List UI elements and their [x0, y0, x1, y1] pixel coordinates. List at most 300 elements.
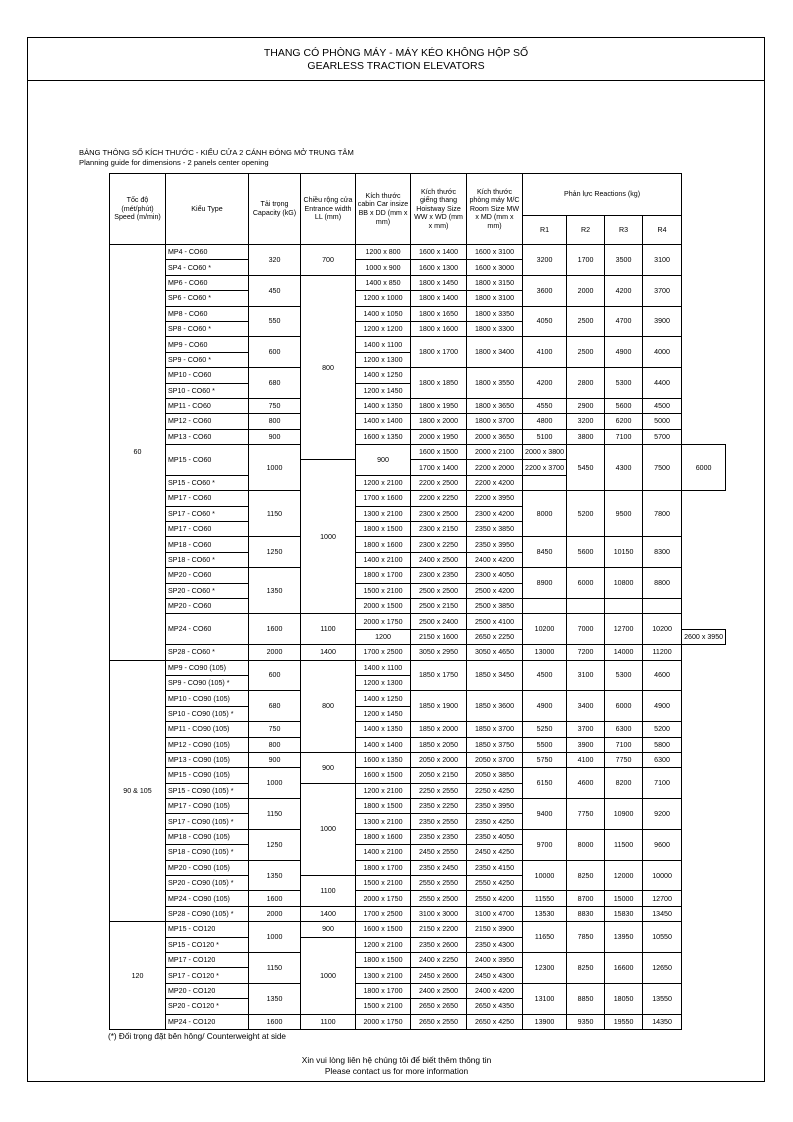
- car-size-cell: 2000 x 1500: [356, 598, 411, 613]
- machine-room-size-cell: 1800 x 3550: [467, 368, 523, 399]
- model-cell: SP18 - CO90 (105) *: [166, 845, 249, 860]
- table-row: [110, 306, 726, 321]
- reaction-r2-cell: 3100: [567, 660, 605, 691]
- model-cell: MP6 - CO60: [166, 275, 249, 290]
- hoistway-size-cell: 2350 x 2550: [411, 814, 467, 829]
- entrance-width-cell: 1000: [301, 460, 356, 614]
- hoistway-size-cell: 2300 x 2250: [411, 537, 467, 552]
- car-size-cell: 1400 x 2100: [356, 552, 411, 567]
- capacity-cell: 1350: [249, 860, 301, 891]
- table-row: [110, 568, 726, 583]
- table-row: [110, 429, 726, 444]
- model-cell: SP10 - CO60 *: [166, 383, 249, 398]
- reaction-r2-cell: 7200: [567, 645, 605, 660]
- reaction-r2-cell: 8830: [567, 906, 605, 921]
- car-size-cell: 1200 x 1300: [356, 352, 411, 367]
- car-size-cell: 1800 x 1500: [356, 522, 411, 537]
- reaction-r3-cell: 19550: [605, 1014, 643, 1029]
- reaction-r4-cell: 5000: [643, 414, 682, 429]
- reaction-r3-cell: 7500: [643, 445, 682, 491]
- reaction-r4-cell: 6300: [643, 752, 682, 767]
- model-cell: MP9 - CO60: [166, 337, 249, 352]
- header-r3: R3: [605, 216, 643, 245]
- model-cell: MP18 - CO90 (105): [166, 829, 249, 844]
- model-cell: MP15 - CO90 (105): [166, 768, 249, 783]
- machine-room-size-cell: 2250 x 4250: [467, 783, 523, 798]
- entrance-width-cell: 1400: [301, 906, 356, 921]
- reaction-r2-cell: 2500: [567, 306, 605, 337]
- capacity-cell: 450: [249, 275, 301, 306]
- car-size-cell: 2000 x 1750: [356, 1014, 411, 1029]
- machine-room-size-cell: 2300 x 4200: [467, 506, 523, 521]
- reaction-r4-cell: 3100: [643, 245, 682, 276]
- entrance-width-cell: 1200: [356, 629, 411, 644]
- table-row: [110, 737, 726, 752]
- machine-room-size-cell: 2200 x 4200: [467, 475, 523, 490]
- hoistway-size-cell: 2550 x 2550: [411, 876, 467, 891]
- machine-room-size-cell: 2400 x 4200: [467, 983, 523, 998]
- table-row: [110, 891, 726, 906]
- entrance-width-cell: 1100: [301, 876, 356, 907]
- car-size-cell: 1200 x 2100: [356, 475, 411, 490]
- machine-room-size-cell: 1850 x 3750: [467, 737, 523, 752]
- model-cell: MP15 - CO60: [166, 445, 249, 476]
- reaction-r4-cell: 13550: [643, 983, 682, 1014]
- reaction-r2-cell: 1700: [567, 245, 605, 276]
- machine-room-size-cell: 2350 x 4250: [467, 814, 523, 829]
- header-hoistway-size: Kích thước giếng thang Hoistway Size WW x WD (mm x mm): [411, 174, 467, 245]
- reaction-r4-cell: 7800: [643, 491, 682, 537]
- entrance-width-cell: 900: [301, 922, 356, 937]
- machine-room-size-cell: 2200 x 3950: [467, 491, 523, 506]
- reaction-r2-cell: 4300: [605, 445, 643, 491]
- reaction-r2-cell: 8250: [567, 952, 605, 983]
- reaction-r3-cell: 16600: [605, 952, 643, 983]
- model-cell: MP20 - CO120: [166, 983, 249, 998]
- model-cell: MP15 - CO120: [166, 922, 249, 937]
- reaction-r1-cell: 4800: [523, 414, 567, 429]
- title-vietnamese: THANG CÓ PHÒNG MÁY - MÁY KÉO KHÔNG HỘP SỐ: [263, 47, 529, 59]
- reaction-r4-cell: 5700: [643, 429, 682, 444]
- model-cell: SP17 - CO90 (105) *: [166, 814, 249, 829]
- car-size-cell: 1400 x 1100: [356, 337, 411, 352]
- model-cell: MP11 - CO90 (105): [166, 722, 249, 737]
- machine-room-size-cell: 2050 x 3850: [467, 768, 523, 783]
- car-size-cell: 1600 x 1500: [356, 768, 411, 783]
- table-row: [110, 245, 726, 260]
- car-size-cell: 1800 x 1500: [356, 952, 411, 967]
- machine-room-size-cell: 2500 x 4200: [467, 583, 523, 598]
- car-size-cell: 1500 x 2100: [356, 876, 411, 891]
- car-size-cell: 2150 x 1600: [411, 629, 467, 644]
- reaction-r2-cell: 4600: [567, 768, 605, 799]
- reaction-r2-cell: 3200: [567, 414, 605, 429]
- reaction-r2-cell: 5600: [567, 537, 605, 568]
- hoistway-size-cell: 3050 x 2950: [411, 645, 467, 660]
- reaction-r4-cell: 10000: [643, 860, 682, 891]
- machine-room-size-cell: 2200 x 3700: [523, 460, 567, 475]
- car-size-cell: 1400 x 1100: [356, 660, 411, 675]
- entrance-width-cell: 1000: [301, 783, 356, 875]
- reaction-r4-cell: 3700: [643, 275, 682, 306]
- reaction-r1-cell: 13000: [523, 645, 567, 660]
- entrance-width-cell: 900: [356, 445, 411, 476]
- header-machine-room-size: Kích thước phòng máy M/C Room Size MW x MD (mm x mm): [467, 174, 523, 245]
- table-row: [110, 660, 726, 675]
- reaction-r3-cell: 4700: [605, 306, 643, 337]
- hoistway-size-cell: 3100 x 3000: [411, 906, 467, 921]
- model-cell: SP9 - CO60 *: [166, 352, 249, 367]
- car-size-cell: 1000 x 900: [356, 260, 411, 275]
- reaction-r3-cell: 13950: [605, 922, 643, 953]
- speed-cell: 90 & 105: [110, 660, 166, 922]
- caption-english: Planning guide for dimensions - 2 panels center opening: [79, 157, 269, 167]
- reaction-r3-cell: 8200: [605, 768, 643, 799]
- machine-room-size-cell: 1850 x 3600: [467, 691, 523, 722]
- machine-room-size-cell: 2350 x 4150: [467, 860, 523, 875]
- car-size-cell: 1300 x 2100: [356, 968, 411, 983]
- header-r4: R4: [643, 216, 682, 245]
- hoistway-size-cell: 1800 x 1700: [411, 337, 467, 368]
- car-size-cell: 2000 x 1750: [356, 614, 411, 629]
- table-row: [110, 983, 726, 998]
- reaction-r4-cell: [643, 598, 682, 613]
- car-size-cell: 1500 x 2100: [356, 583, 411, 598]
- model-cell: SP18 - CO60 *: [166, 552, 249, 567]
- reaction-r3-cell: 3500: [605, 245, 643, 276]
- car-size-cell: 1400 x 850: [356, 275, 411, 290]
- reaction-r1-cell: 9700: [523, 829, 567, 860]
- hoistway-size-cell: 2400 x 2500: [411, 552, 467, 567]
- reaction-r1-cell: 3600: [523, 275, 567, 306]
- hoistway-size-cell: 2200 x 2250: [411, 491, 467, 506]
- reaction-r4-cell: 4600: [643, 660, 682, 691]
- reaction-r2-cell: 2900: [567, 398, 605, 413]
- capacity-cell: 2000: [249, 906, 301, 921]
- reaction-r3-cell: 18050: [605, 983, 643, 1014]
- car-size-cell: 1600 x 1500: [356, 922, 411, 937]
- reaction-r1-cell: 8000: [523, 491, 567, 537]
- caption-vietnamese: BẢNG THÔNG SỐ KÍCH THƯỚC - KIỂU CỬA 2 CÁNH ĐÓNG MỞ TRUNG TÂM: [79, 148, 354, 157]
- model-cell: MP10 - CO60: [166, 368, 249, 383]
- machine-room-size-cell: 1600 x 3000: [467, 260, 523, 275]
- reaction-r4-cell: 10550: [643, 922, 682, 953]
- car-size-cell: 1800 x 1700: [356, 860, 411, 875]
- reaction-r4-cell: 9600: [643, 829, 682, 860]
- footer-vietnamese: Xin vui lòng liên hệ chúng tôi để biết thêm thông tin: [301, 1055, 492, 1065]
- capacity-cell: 1600: [249, 891, 301, 906]
- model-cell: SP8 - CO60 *: [166, 321, 249, 336]
- reaction-r1-cell: 4050: [523, 306, 567, 337]
- reaction-r3-cell: 5300: [605, 660, 643, 691]
- hoistway-size-cell: 2500 x 2400: [411, 614, 467, 629]
- reaction-r2-cell: 8700: [567, 891, 605, 906]
- hoistway-size-cell: 2000 x 2100: [467, 445, 523, 460]
- machine-room-size-cell: 2150 x 3900: [467, 922, 523, 937]
- model-cell: SP28 - CO60 *: [166, 645, 249, 660]
- car-size-cell: 1300 x 2100: [356, 506, 411, 521]
- reaction-r1-cell: 4200: [523, 368, 567, 399]
- reaction-r1-cell: 11550: [523, 891, 567, 906]
- entrance-width-cell: 1400: [301, 645, 356, 660]
- reaction-r4-cell: 6000: [682, 445, 726, 491]
- model-cell: MP20 - CO90 (105): [166, 860, 249, 875]
- machine-room-size-cell: 1800 x 3350: [467, 306, 523, 321]
- reaction-r1-cell: 5450: [567, 445, 605, 491]
- machine-room-size-cell: 1850 x 3450: [467, 660, 523, 691]
- hoistway-size-cell: 2650 x 2550: [411, 1014, 467, 1029]
- header-entrance-width: Chiều rộng cửa Entrance width LL (mm): [301, 174, 356, 245]
- reaction-r3-cell: 6200: [605, 414, 643, 429]
- hoistway-size-cell: 1800 x 1400: [411, 291, 467, 306]
- hoistway-size-cell: 1850 x 1750: [411, 660, 467, 691]
- capacity-cell: 750: [249, 722, 301, 737]
- model-cell: SP20 - CO60 *: [166, 583, 249, 598]
- model-cell: MP13 - CO60: [166, 429, 249, 444]
- reaction-r1-cell: 5750: [523, 752, 567, 767]
- reaction-r4-cell: 8800: [643, 568, 682, 599]
- reaction-r4-cell: 4400: [643, 368, 682, 399]
- entrance-width-cell: 800: [301, 660, 356, 752]
- hoistway-size-cell: 2250 x 2550: [411, 783, 467, 798]
- model-cell: MP17 - CO60: [166, 491, 249, 506]
- table-row: [110, 491, 726, 506]
- capacity-cell: 600: [249, 337, 301, 368]
- hoistway-size-cell: 1800 x 1450: [411, 275, 467, 290]
- reaction-r3-cell: 9500: [605, 491, 643, 537]
- reaction-r1-cell: 5250: [523, 722, 567, 737]
- table-row: [110, 275, 726, 290]
- model-cell: MP20 - CO60: [166, 568, 249, 583]
- table-row: [110, 752, 726, 767]
- machine-room-size-cell: 1800 x 3400: [467, 337, 523, 368]
- model-cell: MP17 - CO60: [166, 522, 249, 537]
- car-size-cell: 1200 x 1300: [356, 675, 411, 690]
- reaction-r4-cell: 4500: [643, 398, 682, 413]
- hoistway-size-cell: 1600 x 1400: [411, 245, 467, 260]
- reaction-r3-cell: 14000: [605, 645, 643, 660]
- reaction-r1-cell: 10000: [523, 860, 567, 891]
- dimension-table: [109, 173, 726, 1030]
- machine-room-size-cell: 1800 x 3300: [467, 321, 523, 336]
- car-size-cell: 1200 x 800: [356, 245, 411, 260]
- hoistway-size-cell: 2300 x 2350: [411, 568, 467, 583]
- table-row: [110, 445, 726, 460]
- page-footer: [0, 1055, 793, 1076]
- entrance-width-cell: 1100: [301, 614, 356, 645]
- model-cell: MP12 - CO90 (105): [166, 737, 249, 752]
- hoistway-size-cell: 2350 x 2250: [411, 799, 467, 814]
- hoistway-size-cell: 2550 x 2500: [411, 891, 467, 906]
- reaction-r4-cell: 4900: [643, 691, 682, 722]
- model-cell: SP28 - CO90 (105) *: [166, 906, 249, 921]
- machine-room-size-cell: 2650 x 4350: [467, 999, 523, 1014]
- model-cell: SP15 - CO120 *: [166, 937, 249, 952]
- reaction-r1-cell: 5100: [523, 429, 567, 444]
- hoistway-size-cell: 2200 x 2500: [411, 475, 467, 490]
- reaction-r3-cell: 5300: [605, 368, 643, 399]
- model-cell: SP20 - CO90 (105) *: [166, 876, 249, 891]
- capacity-cell: 900: [249, 429, 301, 444]
- reaction-r2-cell: 4100: [567, 752, 605, 767]
- machine-room-size-cell: 2500 x 4100: [467, 614, 523, 629]
- capacity-cell: 800: [249, 737, 301, 752]
- machine-room-size-cell: 2600 x 3950: [682, 629, 726, 644]
- car-size-cell: 1200 x 1450: [356, 706, 411, 721]
- machine-room-size-cell: 2500 x 3850: [467, 598, 523, 613]
- reaction-r1-cell: 4100: [523, 337, 567, 368]
- reaction-r3-cell: 4900: [605, 337, 643, 368]
- model-cell: SP4 - CO60 *: [166, 260, 249, 275]
- capacity-cell: 1000: [249, 445, 301, 491]
- model-cell: SP10 - CO90 (105) *: [166, 706, 249, 721]
- hoistway-size-cell: 2500 x 2150: [411, 598, 467, 613]
- table-row: [110, 537, 726, 552]
- machine-room-size-cell: 1800 x 3650: [467, 398, 523, 413]
- machine-room-size-cell: 2550 x 4250: [467, 876, 523, 891]
- capacity-cell: 600: [249, 660, 301, 691]
- model-cell: MP24 - CO90 (105): [166, 891, 249, 906]
- reaction-r2-cell: 8000: [567, 829, 605, 860]
- car-size-cell: 1600 x 1350: [356, 429, 411, 444]
- header-capacity: Tải trọng Capacity (kG): [249, 174, 301, 245]
- capacity-cell: 750: [249, 398, 301, 413]
- header-type: Kiểu Type: [166, 174, 249, 245]
- reaction-r3-cell: 15000: [605, 891, 643, 906]
- reaction-r1-cell: 8450: [523, 537, 567, 568]
- car-size-cell: 1600 x 1350: [356, 752, 411, 767]
- car-size-cell: 1400 x 1400: [356, 414, 411, 429]
- reaction-r3-cell: 11500: [605, 829, 643, 860]
- machine-room-size-cell: 3100 x 4700: [467, 906, 523, 921]
- car-size-cell: 1300 x 2100: [356, 814, 411, 829]
- reaction-r3-cell: 7100: [605, 429, 643, 444]
- model-cell: SP20 - CO120 *: [166, 999, 249, 1014]
- hoistway-size-cell: 1800 x 2000: [411, 414, 467, 429]
- reaction-r3-cell: 6000: [605, 691, 643, 722]
- entrance-width-cell: 700: [301, 245, 356, 276]
- reaction-r4-cell: 5800: [643, 737, 682, 752]
- table-row: [110, 1014, 726, 1029]
- reaction-r1-cell: 6150: [523, 768, 567, 799]
- capacity-cell: 1150: [249, 952, 301, 983]
- header-r1: R1: [523, 216, 567, 245]
- reaction-r2-cell: 8250: [567, 860, 605, 891]
- car-size-cell: 1200 x 1000: [356, 291, 411, 306]
- hoistway-size-cell: 2050 x 2150: [411, 768, 467, 783]
- hoistway-size-cell: 2400 x 2500: [411, 983, 467, 998]
- machine-room-size-cell: 2000 x 3800: [523, 445, 567, 460]
- hoistway-size-cell: 1850 x 2050: [411, 737, 467, 752]
- reaction-r4-cell: 11200: [643, 645, 682, 660]
- car-size-cell: 1200 x 1200: [356, 321, 411, 336]
- reaction-r4-cell: 5200: [643, 722, 682, 737]
- machine-room-size-cell: 2450 x 4250: [467, 845, 523, 860]
- car-size-cell: 1400 x 1350: [356, 722, 411, 737]
- table-row: [110, 398, 726, 413]
- reaction-r1-cell: 4550: [523, 398, 567, 413]
- capacity-cell: 1350: [249, 568, 301, 614]
- capacity-cell: 1150: [249, 491, 301, 537]
- reaction-r2-cell: [567, 598, 605, 613]
- hoistway-size-cell: 2150 x 2200: [411, 922, 467, 937]
- machine-room-size-cell: 1800 x 3700: [467, 414, 523, 429]
- machine-room-size-cell: 2350 x 4050: [467, 829, 523, 844]
- reaction-r3-cell: 6300: [605, 722, 643, 737]
- table-row: [110, 906, 726, 921]
- machine-room-size-cell: 2350 x 4300: [467, 937, 523, 952]
- machine-room-size-cell: 2300 x 4050: [467, 568, 523, 583]
- table-row: [110, 414, 726, 429]
- reaction-r4-cell: 4000: [643, 337, 682, 368]
- reaction-r3-cell: [605, 598, 643, 613]
- hoistway-size-cell: 2350 x 2350: [411, 829, 467, 844]
- reaction-r1-cell: 11650: [523, 922, 567, 953]
- model-cell: MP18 - CO60: [166, 537, 249, 552]
- car-size-cell: 1700 x 2500: [356, 906, 411, 921]
- reaction-r1-cell: 13530: [523, 906, 567, 921]
- model-cell: MP10 - CO90 (105): [166, 691, 249, 706]
- capacity-cell: 1600: [249, 1014, 301, 1029]
- table-row: [110, 922, 726, 937]
- table-row: [110, 598, 726, 613]
- model-cell: MP24 - CO120: [166, 1014, 249, 1029]
- reaction-r2-cell: 3800: [567, 429, 605, 444]
- reaction-r3-cell: 4200: [605, 275, 643, 306]
- machine-room-size-cell: 2400 x 3950: [467, 952, 523, 967]
- car-size-cell: 1800 x 1700: [356, 983, 411, 998]
- machine-room-size-cell: 2450 x 4300: [467, 968, 523, 983]
- model-cell: MP8 - CO60: [166, 306, 249, 321]
- reaction-r1-cell: 12300: [523, 952, 567, 983]
- reaction-r3-cell: 5600: [605, 398, 643, 413]
- model-cell: SP15 - CO60 *: [166, 475, 249, 490]
- hoistway-size-cell: 1850 x 2000: [411, 722, 467, 737]
- footer-english: Please contact us for more information: [324, 1065, 469, 1076]
- capacity-cell: 550: [249, 306, 301, 337]
- hoistway-size-cell: 2050 x 2000: [411, 752, 467, 767]
- speed-cell: 120: [110, 922, 166, 1030]
- hoistway-size-cell: 1600 x 1300: [411, 260, 467, 275]
- reaction-r2-cell: 3700: [567, 722, 605, 737]
- reaction-r2-cell: 2000: [567, 275, 605, 306]
- model-cell: SP17 - CO60 *: [166, 506, 249, 521]
- reaction-r2-cell: 6000: [567, 568, 605, 599]
- reaction-r3-cell: 10900: [605, 799, 643, 830]
- car-size-cell: 1600 x 1500: [411, 445, 467, 460]
- hoistway-size-cell: 2400 x 2250: [411, 952, 467, 967]
- capacity-cell: 1350: [249, 983, 301, 1014]
- table-row: [110, 368, 726, 383]
- reaction-r1-cell: 5500: [523, 737, 567, 752]
- capacity-cell: 1000: [249, 768, 301, 799]
- hoistway-size-cell: 2650 x 2250: [467, 629, 523, 644]
- model-cell: MP24 - CO60: [166, 614, 249, 645]
- machine-room-size-cell: 1850 x 3700: [467, 722, 523, 737]
- car-size-cell: 1800 x 1600: [356, 829, 411, 844]
- header-reactions: Phản lực Reactions (kg): [523, 174, 682, 216]
- reaction-r1-cell: 3200: [523, 245, 567, 276]
- machine-room-size-cell: 2400 x 4200: [467, 552, 523, 567]
- reaction-r2-cell: 2800: [567, 368, 605, 399]
- reaction-r1-cell: 9400: [523, 799, 567, 830]
- hoistway-size-cell: 2450 x 2600: [411, 968, 467, 983]
- hoistway-size-cell: 1800 x 1950: [411, 398, 467, 413]
- machine-room-size-cell: 2650 x 4250: [467, 1014, 523, 1029]
- capacity-cell: 680: [249, 368, 301, 399]
- table-row: [110, 952, 726, 967]
- car-size-cell: 1400 x 1250: [356, 368, 411, 383]
